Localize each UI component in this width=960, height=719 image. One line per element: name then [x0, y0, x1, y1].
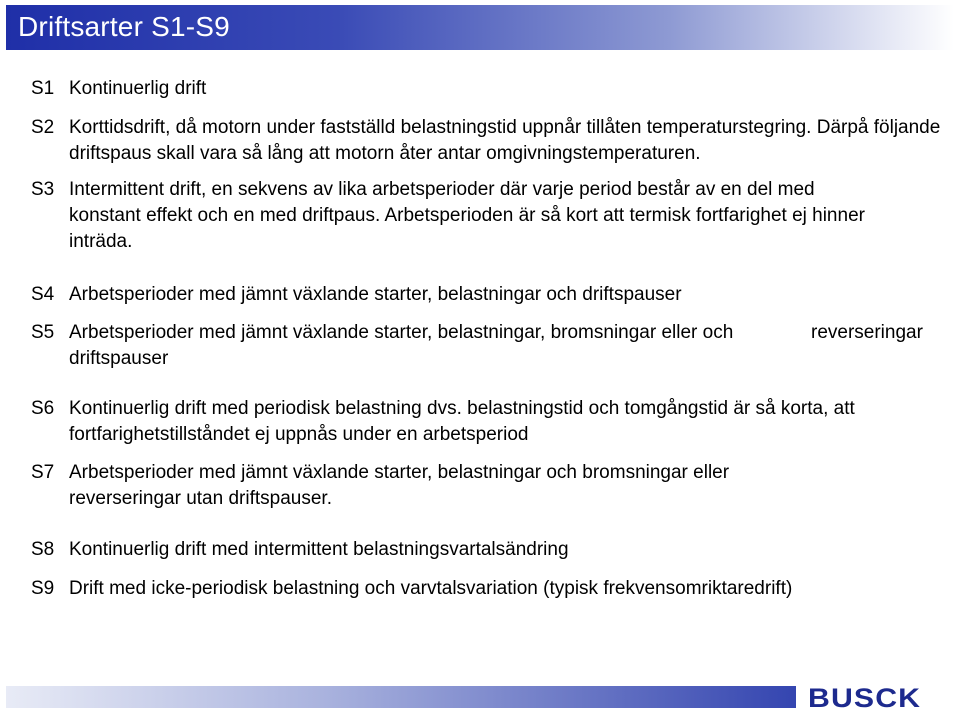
item-code: S2 — [31, 117, 55, 138]
item-text-extra: reverseringar — [811, 322, 923, 343]
item-text: Arbetsperioder med jämnt växlande starter, belastningar, bromsningar eller och driftspauser — [69, 322, 734, 369]
item-code: S8 — [31, 539, 55, 560]
item-code: S7 — [31, 462, 55, 483]
item-text: Intermittent drift, en sekvens av lika arbetsperioder där varje period består av en del med konstant effekt och en med driftpaus. Arbetsperioden är så kort att termisk fortfarighet ej hinner inträda. — [69, 179, 865, 252]
item-code: S5 — [31, 322, 55, 343]
item-text: Kontinuerlig drift med periodisk belastning dvs. belastningstid och tomgångstid är så korta, att fortfarighetstillståndet ej uppnås under en arbetsperiod — [69, 398, 855, 445]
page-title: Driftsarter S1-S9 — [18, 11, 230, 42]
title-bar — [6, 5, 954, 50]
item-text: Kontinuerlig drift — [69, 78, 207, 99]
busck-logo: BUSCK — [808, 683, 922, 713]
item-code: S3 — [31, 179, 55, 200]
item-text: Arbetsperioder med jämnt växlande starter, belastningar och driftspauser — [69, 284, 682, 305]
item-code: S9 — [31, 578, 55, 599]
item-text: Arbetsperioder med jämnt växlande starter, belastningar och bromsningar eller reverseringar utan driftspauser. — [69, 462, 730, 509]
item-text: Drift med icke-periodisk belastning och varvtalsvariation (typisk frekvensomriktaredrift) — [69, 578, 793, 599]
footer-bar — [6, 686, 796, 708]
item-code: S6 — [31, 398, 55, 419]
item-code: S4 — [31, 284, 55, 305]
item-code: S1 — [31, 78, 55, 99]
item-text: Korttidsdrift, då motorn under fastställd belastningstid uppnår tillåten temperaturstegring. Därpå följande driftspaus skall vara så lång att motorn åter antar omgivningstemperaturen. — [69, 117, 941, 164]
item-text: Kontinuerlig drift med intermittent belastningsvartalsändring — [69, 539, 569, 560]
